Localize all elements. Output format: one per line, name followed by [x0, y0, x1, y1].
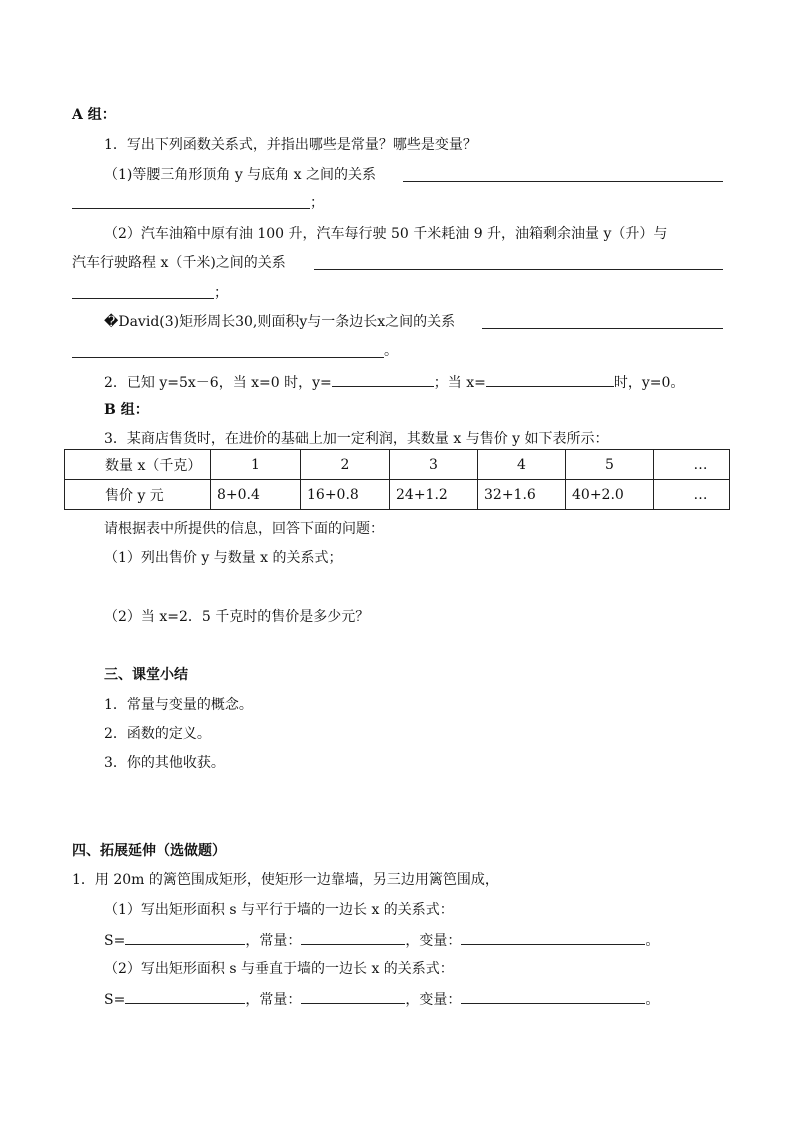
question-1-part-2-line-2: 汽车行驶路程 x（千米)之间的关系	[72, 255, 286, 271]
question-3-part-1: （1）列出售价 y 与数量 x 的关系式；	[104, 550, 343, 566]
question-1-part-3: �David(3)矩形周长30,则面积y与一条边长x之间的关系	[104, 314, 456, 330]
table-cell: …	[654, 480, 730, 510]
extension-title: 四、拓展延伸（选做题）	[72, 843, 226, 859]
table-cell: 售价 y 元	[65, 480, 211, 510]
answer-blank[interactable]	[301, 930, 405, 945]
table-cell: 2	[301, 450, 390, 480]
question-2-part-b: ；当 x=	[433, 375, 486, 391]
table-cell: 24+1.2	[390, 480, 478, 510]
extension-part-2-answers	[104, 989, 659, 1009]
answer-blank[interactable]	[461, 930, 645, 945]
summary-item: 3．你的其他收获。	[104, 755, 225, 771]
extension-question-1: 1．用 20m 的篱笆围成矩形，使矩形一边靠墙，另三边用篱笆围成，	[72, 872, 499, 888]
table-cell: 32+1.6	[478, 480, 566, 510]
period: 。	[384, 343, 398, 359]
answer-blank[interactable]	[301, 989, 405, 1004]
table-row	[65, 450, 730, 480]
table-cell: 4	[478, 450, 566, 480]
extension-part-1: （1）写出矩形面积 s 与平行于墙的一边长 x 的关系式：	[104, 902, 454, 918]
price-table	[64, 449, 730, 510]
answer-blank[interactable]	[486, 372, 614, 387]
extension-part-2: （2）写出矩形面积 s 与垂直于墙的一边长 x 的关系式：	[104, 961, 454, 977]
table-cell: 3	[390, 450, 478, 480]
question-2-part-c: 时，y=0。	[613, 375, 685, 391]
question-3: 3．某商店售货时，在进价的基础上加一定利润，其数量 x 与售价 y 如下表所示：	[104, 431, 609, 447]
answer-blank[interactable]	[482, 328, 723, 329]
summary-item: 2．函数的定义。	[104, 726, 211, 742]
answer-blank[interactable]	[332, 372, 434, 387]
question-1-part-1: （1)等腰三角形顶角 y 与底角 x 之间的关系	[104, 167, 376, 183]
answer-blank[interactable]	[72, 298, 214, 299]
answer-blank[interactable]	[403, 181, 723, 182]
table-instruction: 请根据表中所提供的信息，回答下面的问题：	[104, 521, 384, 537]
var-label: ，变量：	[405, 933, 462, 949]
const-label: ，常量：	[245, 933, 302, 949]
table-cell: 1	[211, 450, 301, 480]
extension-part-1-answers	[104, 930, 659, 950]
s-label: S=	[104, 933, 126, 949]
table-cell: …	[654, 450, 730, 480]
var-label: ，变量：	[405, 992, 462, 1008]
question-2-part-a: 2．已知 y=5x－6，当 x=0 时，y=	[104, 375, 332, 391]
answer-blank[interactable]	[72, 357, 384, 358]
question-1-part-2-line-1: （2）汽车油箱中原有油 100 升，汽车每行驶 50 千米耗油 9 升，油箱剩余油量 y（升）与	[104, 226, 668, 242]
answer-blank[interactable]	[314, 269, 723, 270]
answer-blank[interactable]	[72, 208, 310, 209]
table-cell: 5	[566, 450, 654, 480]
table-row	[65, 480, 730, 510]
group-b-title: B 组：	[104, 402, 149, 418]
const-label: ，常量：	[245, 992, 302, 1008]
semicolon: ；	[310, 195, 324, 211]
s-label: S=	[104, 992, 126, 1008]
summary-item: 1．常量与变量的概念。	[104, 697, 253, 713]
table-cell: 40+2.0	[566, 480, 654, 510]
answer-blank[interactable]	[461, 989, 645, 1004]
question-1: 1．写出下列函数关系式，并指出哪些是常量？哪些是变量？	[104, 137, 477, 153]
answer-blank[interactable]	[125, 930, 245, 945]
period: 。	[645, 992, 660, 1008]
period: 。	[645, 933, 660, 949]
answer-blank[interactable]	[125, 989, 245, 1004]
summary-title: 三、课堂小结	[104, 667, 188, 683]
semicolon: ；	[214, 285, 228, 301]
question-3-part-2: （2）当 x=2．5 千克时的售价是多少元？	[104, 609, 370, 625]
table-cell: 8+0.4	[211, 480, 301, 510]
question-2	[104, 372, 684, 392]
table-cell: 16+0.8	[301, 480, 390, 510]
table-cell: 数量 x（千克）	[65, 450, 211, 480]
group-a-title: A 组：	[72, 107, 116, 123]
